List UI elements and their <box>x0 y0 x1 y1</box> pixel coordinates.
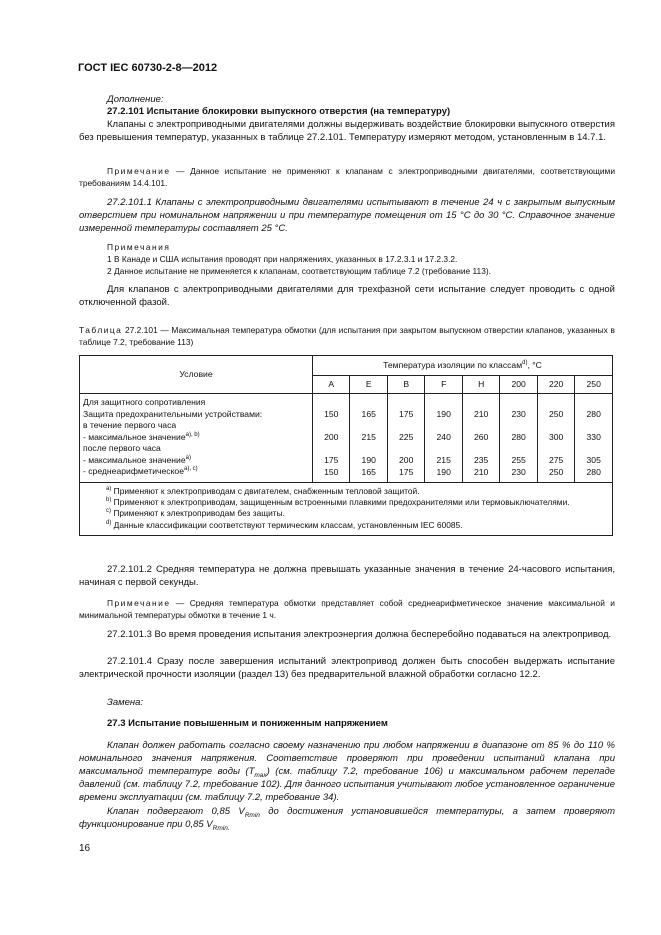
footnote-d: $^{d)}$ Данные классификации соответствуют термическим классам, установленным IEC 60085. <box>106 519 463 530</box>
class-header: F <box>425 376 462 394</box>
header-temperature: Температура изоляции по классам$^{d)}$, °С <box>313 356 613 376</box>
table-caption-text: 27.2.101 — Максимальная температура обмотки (для испытания при закрытом выпускном отверстии клапанов, указанных в таблице 7.2, требование 113) <box>79 325 615 347</box>
values-column-E: 165 215 190 165 <box>350 394 387 483</box>
values-column-H: 210 260 235 210 <box>462 394 499 483</box>
values-column-B: 175 225 200 175 <box>387 394 424 483</box>
three-phase-paragraph: Для клапанов с электроприводными двигателями для трехфазной сети испытание следует проводить с одной отключенной фазой. <box>79 284 615 308</box>
table-footnotes <box>80 482 613 536</box>
table-caption-label: Таблица <box>79 325 123 335</box>
class-header: H <box>462 376 499 394</box>
note-2-1: 1 В Канаде и США испытания проводят при напряжениях, указанных в 17.2.3.1 и 17.2.3.2. <box>107 254 458 264</box>
condition-cell: Для защитного сопротивления Защита предохранительными устройствами: в течение первого часа - максимальное значение$^{a), b)}$ после первого часа - максимальное значение$^{a)}$ - среднеарифметическое$^{a), c)}$ <box>80 394 313 483</box>
note-1 <box>79 165 615 189</box>
values-column-200: 230 280 255 230 <box>500 394 537 483</box>
header-condition: Условие <box>80 356 313 394</box>
addition-label: Дополнение: <box>107 94 164 105</box>
page-number: 16 <box>79 843 91 854</box>
class-header: 250 <box>575 376 613 394</box>
clause-27-2-101-4: 27.2.101.4 Сразу после завершения испытаний электропривод должен быть способен выдержать испытание электрической прочности изоляции (раздел 13) без предварительной влажной обработки согласно 12.2. <box>79 656 615 680</box>
footnote-c: $^{c)}$ Применяют к электроприводам без защиты. <box>106 508 285 519</box>
note-2-2: 2 Данное испытание не применяется к клапанам, соответствующим таблице 7.2 (требование 113). <box>107 266 491 276</box>
class-header: E <box>350 376 387 394</box>
section-title-27-3: 27.3 Испытание повышенным и пониженным напряжением <box>107 718 388 729</box>
replace-label: Замена: <box>107 697 144 708</box>
class-header: A <box>313 376 350 394</box>
footnote-a: $^{a)}$ Применяют к электроприводам с двигателем, снабженным тепловой защитой. <box>106 485 420 496</box>
clause-27-2-101-2: 27.2.101.2 Средняя температура не должна превышать указанные значения в течение 24-часового испытания, начиная с первой секунды. <box>79 564 615 588</box>
note-label: Примечание <box>107 598 171 608</box>
note-label: Примечание <box>107 166 171 176</box>
values-column-250: 280 330 305 280 <box>575 394 613 483</box>
class-header: 200 <box>500 376 537 394</box>
clause-27-2-101-1: 27.2.101.1 Клапаны с электроприводными двигателями испытывают в течение 24 ч с закрытым выпускным отверстием при номинальном напряжении и при температуре помещения от 15 °С до 30 °С. Справочное значение измеренной температуры составляет 25 °С. <box>79 197 615 234</box>
section-27-3-paragraph-2: Клапан подвергают 0,85 $V_{Rmin}$ до достижения установившейся температуры, а затем проверяют функционирование при 0,85 $V_{Rmin.}$ <box>79 806 615 832</box>
values-column-220: 250 300 275 250 <box>537 394 574 483</box>
note-text: — Данное испытание не применяют к клапанам с электроприводными двигателями, соответствующими требованиям 14.4.101. <box>79 166 615 188</box>
footnote-b: $^{b)}$ Применяют к электроприводам, защищенным встроенными плавкими предохранителями или термовыключателями. <box>106 496 570 507</box>
section-27-3-paragraph-1: Клапан должен работать согласно своему назначению при любом напряжении в диапазоне от 85 % до 110 % номинального значения напряжения. Соответствие проверяют при проведении испытаний клапана при максимальной температуре воды $(T_{max})$ (см. таблицу 7.2, требование 106) и максимальном рабочем перепаде давлений (см. таблицу 7.2, требование 102). Для данного испытания учитывают любое установленное ограничение времени эксплуатации (см. таблицу 7.2, требование 34). <box>79 740 615 803</box>
section-paragraph: Клапаны с электроприводными двигателями должны выдерживать воздействие блокировки выпускного отверстия без превышения температур, указанных в таблице 27.2.101. Температуру измеряют методом, установленным в 14.7.1. <box>79 119 615 143</box>
notes-label: Примечания <box>107 242 171 252</box>
clause-27-2-101-3: 27.2.101.3 Во время проведения испытания электроэнергия должна бесперебойно подаваться на электропривод. <box>107 629 612 640</box>
table-caption <box>79 324 615 348</box>
class-header: B <box>387 376 424 394</box>
winding-temperature-table <box>79 355 613 536</box>
document-header: ГОСТ IEC 60730-2-8—2012 <box>78 62 218 74</box>
class-header: 220 <box>537 376 574 394</box>
values-column-F: 190 240 215 190 <box>425 394 462 483</box>
values-column-A: 150 200 175 150 <box>313 394 350 483</box>
note-text: — Средняя температура обмотки представляет собой среднеарифметическое значение максимальной и минимальной температуры обмотки в течение 1 ч. <box>79 598 615 620</box>
note-3 <box>79 597 615 621</box>
section-title-27-2-101: 27.2.101 Испытание блокировки выпускного отверстия (на температуру) <box>107 106 451 117</box>
